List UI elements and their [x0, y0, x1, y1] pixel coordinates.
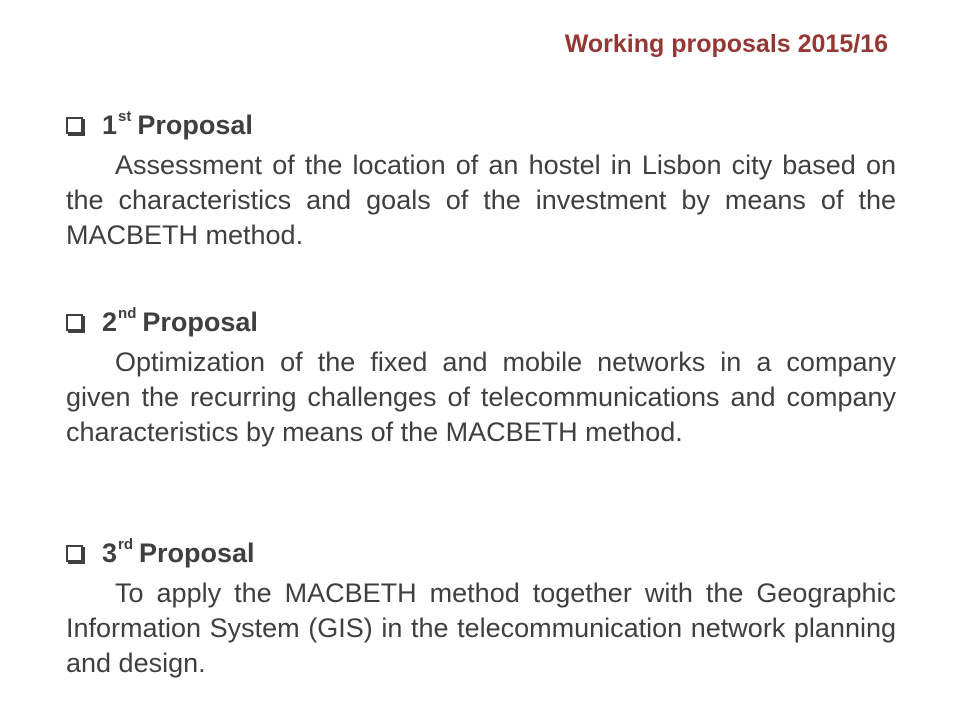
proposal-description: To apply the MACBETH method together with the Geographic Information System (GIS) in the telecommunication network planning and design.: [66, 578, 896, 678]
proposal-number: 1: [102, 109, 118, 140]
proposal-heading: [66, 305, 896, 339]
page-title: Working proposals 2015/16: [564, 30, 888, 58]
proposal-heading: [66, 108, 896, 142]
checkbox-bullet-icon: [66, 314, 83, 331]
proposal-ordinal-suffix: st: [118, 107, 132, 125]
proposal-heading: [66, 536, 896, 570]
proposal-number: 2: [102, 306, 118, 337]
proposal-label: Proposal: [139, 537, 255, 568]
checkbox-bullet-icon: [66, 117, 83, 134]
proposal-label: Proposal: [142, 306, 258, 337]
checkbox-bullet-icon: [66, 545, 83, 562]
proposal-ordinal-suffix: rd: [118, 535, 134, 553]
proposal-label: Proposal: [137, 109, 253, 140]
proposal-number: 3: [102, 537, 118, 568]
proposal-1: [66, 108, 896, 253]
proposal-description: Assessment of the location of an hostel in Lisbon city based on the characteristics and goals of the investment by means of the MACBETH method.: [66, 150, 896, 250]
proposal-description: Optimization of the fixed and mobile networks in a company given the recurring challenges of telecommunications and company characteristics by means of the MACBETH method.: [66, 347, 896, 447]
proposal-2: [66, 305, 896, 450]
proposal-3: [66, 536, 896, 681]
proposal-ordinal-suffix: nd: [118, 304, 137, 322]
